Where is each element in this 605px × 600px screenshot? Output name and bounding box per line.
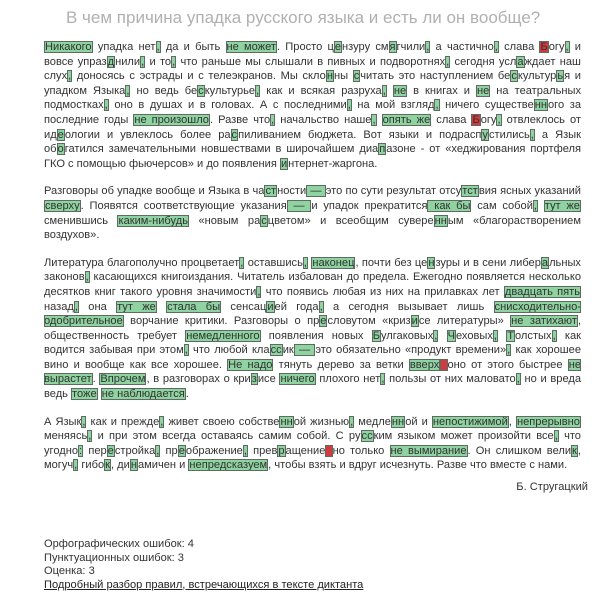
text-fragment: сменившись	[44, 214, 118, 227]
text-fragment: нзуру см	[342, 41, 389, 53]
text-fragment: слава	[431, 113, 472, 126]
text-fragment: что появись любая из них на прилавках лет	[261, 285, 504, 298]
correct-mark: ,	[381, 373, 385, 386]
text-fragment: .	[185, 388, 189, 401]
correct-mark: не	[393, 84, 407, 97]
correct-mark: не произошло	[134, 113, 209, 126]
correct-mark: сверху	[45, 199, 80, 212]
text-fragment: олстых	[515, 329, 552, 342]
text-fragment: ди	[114, 459, 130, 472]
text-fragment: как и прежде	[86, 415, 160, 428]
text-fragment: и при этом всегда оставаясь самим собой. С ру	[92, 430, 361, 443]
correct-mark: Впрочем	[100, 373, 146, 386]
correct-mark: о	[57, 143, 64, 156]
text-fragment: в разговорах о кри	[149, 373, 251, 386]
correct-mark: ,	[68, 70, 72, 83]
text-fragment: стились	[488, 128, 530, 141]
text-fragment: оно в душах и в головах. А с последними	[108, 99, 347, 112]
correct-mark: опять же	[382, 113, 431, 126]
text-fragment: как и всякая разруха	[260, 84, 382, 97]
text-fragment: ,	[577, 315, 582, 328]
text-fragment: ологии и увлеклось более ра	[64, 128, 231, 141]
text-fragment: что любой кла	[188, 344, 270, 357]
correct-mark: наконец	[312, 256, 355, 269]
paragraph-1	[44, 40, 581, 171]
text-fragment: почти без це	[358, 256, 428, 269]
text-fragment	[377, 114, 382, 126]
text-fragment: . Разве что	[209, 113, 271, 126]
text-fragment: . Появятся соответствующие указания	[80, 199, 287, 212]
correct-mark: ,	[554, 430, 558, 443]
correct-mark: ,	[74, 300, 78, 313]
text-fragment: ждает наш слух	[44, 55, 581, 83]
correct-mark: не наблюдается	[101, 388, 185, 401]
text-fragment: оставшись	[244, 256, 303, 269]
text-fragment: ,	[508, 415, 512, 428]
correct-mark: е	[57, 128, 64, 141]
paragraph-4	[44, 415, 581, 473]
correct-mark: р	[278, 444, 285, 457]
correct-mark: ,	[434, 329, 438, 342]
text-fragment: ,	[146, 373, 150, 386]
correct-mark: ,	[160, 415, 164, 428]
correct-mark: к	[572, 444, 577, 457]
text-fragment: словутом «криз	[327, 315, 411, 328]
correct-mark: нн	[434, 214, 447, 227]
correct-mark: стала бы	[167, 300, 221, 313]
correct-mark: тоже	[72, 388, 97, 401]
text-fragment: медле	[354, 415, 391, 428]
correct-mark: е	[178, 444, 185, 457]
text-fragment: Разговоры об упадке вообще и Языка в ча	[44, 185, 265, 198]
text-fragment: гибо	[78, 459, 105, 472]
correct-mark: а	[517, 55, 524, 68]
text-fragment: но и вреда ведь	[44, 373, 582, 401]
text-fragment: она	[79, 300, 117, 313]
text-fragment: меняясь	[44, 430, 88, 443]
text-fragment: начальство наше	[275, 113, 372, 126]
correct-mark: тст	[462, 185, 478, 198]
text-fragment	[498, 330, 506, 342]
correct-mark: а	[541, 256, 549, 269]
page-title: В чем причина упадка русского языка и есть ли он вообще?	[66, 8, 541, 27]
correct-mark: ,	[156, 41, 160, 53]
rules-breakdown-link[interactable]: Подробный разбор правил, встречающихся в тексте диктанта	[44, 578, 364, 591]
results-summary	[44, 538, 363, 592]
text-fragment: что угодно	[44, 430, 581, 457]
correct-mark: ,	[565, 41, 569, 53]
text-fragment: а частично	[430, 41, 494, 53]
correct-mark: н	[326, 70, 333, 83]
text-fragment: ,	[268, 459, 272, 472]
correct-mark: у	[482, 128, 488, 141]
text-fragment: это обязательно «продукт времени»	[315, 344, 507, 357]
text-fragment: ворчание критики. Разговоры о пр	[123, 315, 320, 328]
text-fragment: ности	[277, 185, 307, 198]
text-fragment: могуч	[44, 459, 74, 472]
punctuation-errors-count: Пунктуационных ошибок: 3	[44, 551, 184, 564]
text-fragment: тянуть дерево за ветки	[273, 358, 409, 371]
text-fragment: ащение	[285, 444, 326, 457]
correct-mark: н	[130, 459, 137, 472]
correct-mark: нн	[534, 99, 548, 112]
text-fragment: прев	[247, 444, 278, 457]
text-fragment: назад	[44, 300, 74, 313]
text-fragment: на театральных подмостках	[44, 84, 581, 112]
text-fragment: ,	[110, 459, 115, 472]
text-fragment: исе	[257, 373, 280, 386]
text-fragment: на мой взгляд	[351, 99, 435, 112]
text-fragment: как хорошее вино и вообще как все хорошее.	[44, 344, 581, 371]
error-mark: Б	[540, 41, 548, 53]
text-fragment: ой жизнью	[293, 415, 350, 428]
correct-mark: ,	[372, 113, 376, 126]
correct-mark: —	[294, 344, 315, 357]
text-fragment: ей года	[274, 300, 319, 313]
correct-mark: и	[411, 315, 418, 328]
text-fragment: а сегодня вызывает лишь	[323, 300, 494, 313]
author-signature: Б. Стругацкий	[516, 481, 588, 493]
text-fragment: и вовсе упраз	[44, 41, 582, 68]
correct-mark: снисходительно-одобрительное	[44, 300, 581, 328]
correct-mark: ,	[493, 329, 498, 342]
correct-mark: двадцать пять	[504, 285, 580, 298]
text-fragment: чтобы взять и вдруг исчезнуть. Разве что вместе с нами.	[271, 459, 568, 472]
correct-mark: е	[107, 444, 114, 457]
text-fragment: плохого нет	[315, 373, 381, 386]
correct-mark: з	[251, 373, 257, 386]
text-fragment: пр	[160, 444, 178, 457]
correct-mark: ,	[74, 459, 78, 472]
correct-mark: Ч	[447, 329, 455, 342]
correct-mark: с	[353, 70, 360, 83]
correct-mark: ,	[85, 271, 89, 284]
correct-mark: :	[79, 444, 83, 457]
correct-mark: ,	[516, 373, 520, 386]
correct-mark: и	[267, 300, 274, 313]
text-fragment: но ведь бе	[130, 84, 198, 97]
correct-mark: н	[428, 256, 435, 269]
correct-mark: ,	[257, 285, 261, 298]
correct-mark: ,	[271, 113, 275, 126]
error-mark	[440, 359, 447, 371]
correct-mark: непрерывно	[516, 415, 580, 428]
correct-mark: с	[231, 128, 238, 141]
correct-mark: ,	[507, 344, 511, 357]
text-fragment: нили	[115, 55, 141, 68]
text-fragment: пер	[83, 444, 107, 457]
text-fragment: что раньше мы слышали в пивных и подворотнях	[176, 55, 446, 68]
correct-mark: нн	[391, 415, 405, 428]
correct-mark: п	[379, 143, 386, 156]
correct-mark: каким-нибудь	[118, 214, 188, 227]
text-fragment: ,	[355, 256, 359, 269]
text-fragment: огу	[548, 41, 565, 53]
correct-mark: ,	[347, 99, 351, 112]
text-fragment: се литературы»	[418, 315, 511, 328]
text-fragment: упадка нет	[92, 41, 156, 53]
text-fragment: да и быть	[160, 41, 226, 53]
text-fragment	[538, 200, 544, 212]
correct-mark: ь	[557, 70, 564, 83]
text-fragment: нтернет-жаргона.	[288, 157, 378, 170]
correct-mark: тут же	[544, 199, 580, 212]
text-fragment: ничего существе	[439, 99, 534, 112]
dictation-text	[44, 40, 581, 486]
text-fragment: вия ясных указаний	[478, 185, 581, 198]
correct-mark: не затихают	[511, 315, 577, 328]
correct-mark: с	[261, 214, 267, 227]
text-fragment: культурье	[204, 84, 256, 97]
correct-mark: не вымирание	[390, 444, 467, 457]
correct-mark: —	[307, 185, 325, 198]
text-fragment: .	[92, 373, 100, 386]
text-fragment: «новым ра	[188, 214, 261, 227]
correct-mark: ,	[141, 55, 145, 68]
correct-mark: вверх	[409, 358, 440, 371]
paragraph-3	[44, 256, 581, 402]
correct-mark: сс	[270, 344, 282, 357]
correct-mark: Не надо	[228, 358, 273, 371]
correct-mark: е	[334, 41, 342, 53]
correct-mark: не может	[226, 41, 276, 53]
correct-mark: нн	[280, 415, 293, 428]
text-fragment: Литература благополучно процветает	[44, 256, 240, 269]
correct-mark: ,	[303, 256, 307, 269]
text-fragment: льных законов	[44, 256, 581, 284]
text-fragment: ым «благорастворением воздухов».	[44, 214, 581, 242]
text-fragment	[157, 301, 166, 313]
correct-mark: тут же	[117, 300, 156, 313]
correct-mark: непредсказуем	[189, 459, 268, 472]
correct-mark: ,	[382, 84, 386, 97]
correct-mark: ,	[126, 84, 130, 97]
correct-mark: ст	[265, 185, 277, 198]
text-fragment: и то	[145, 55, 172, 68]
text-fragment: огу	[480, 113, 497, 126]
correct-mark: ,	[435, 99, 439, 112]
text-fragment	[438, 330, 446, 342]
text-fragment: ображение	[185, 444, 243, 457]
spelling-errors-count: Орфографических ошибок: 4	[44, 538, 194, 550]
correct-mark: с	[511, 70, 517, 83]
correct-mark: к	[105, 459, 110, 472]
text-fragment: сегодня усл	[450, 55, 517, 68]
correct-mark: ,	[156, 444, 160, 457]
correct-mark: немедленного	[186, 329, 260, 342]
text-fragment: стройка	[114, 444, 156, 457]
correct-mark: ,	[426, 41, 430, 53]
correct-mark: —	[287, 199, 311, 212]
correct-mark: е	[320, 315, 327, 328]
text-fragment: . Просто ц	[277, 41, 334, 53]
text-fragment: слава	[498, 41, 540, 53]
correct-mark: ,	[497, 113, 501, 126]
text-fragment: пользы от них маловато	[385, 373, 516, 386]
correct-mark: ,	[350, 415, 354, 428]
text-fragment: цветом» и всеобщим сувере	[267, 214, 434, 227]
correct-mark: непостижимой	[432, 415, 508, 428]
correct-mark: Б	[372, 329, 380, 342]
text-fragment: но только	[332, 444, 390, 457]
error-mark	[325, 445, 332, 457]
text-fragment: появления новых	[260, 329, 372, 342]
text-fragment: это по сути результат отсу	[325, 185, 462, 198]
error-mark: Б	[472, 113, 480, 126]
text-fragment: в книгах и	[407, 84, 476, 97]
text-fragment: и упадок прекратится	[311, 199, 428, 212]
correct-mark: ,	[240, 256, 244, 269]
correct-mark: ,	[533, 199, 537, 212]
correct-mark: не вырастет	[44, 358, 581, 386]
text-fragment: улгаковых	[380, 329, 434, 342]
text-fragment: гчили	[396, 41, 426, 53]
correct-mark: ,	[104, 99, 108, 112]
correct-mark: ,	[494, 41, 498, 53]
correct-mark: ,	[530, 128, 534, 141]
text-fragment: гатился замечательными новшествами в широчайшем диа	[64, 143, 379, 156]
correct-mark: ,	[446, 55, 450, 68]
text-fragment: сам собой	[471, 199, 533, 212]
text-fragment: ким языком может произойти все	[373, 430, 554, 443]
text-fragment: азоне - от «хеджирования портфеля ГКО с помощью фьючерсов» и до появления	[44, 143, 581, 170]
correct-mark: ,	[172, 55, 176, 68]
correct-mark: как бы	[428, 199, 471, 212]
correct-mark: ,	[82, 415, 86, 428]
text-fragment: я и упадком Языка	[44, 70, 581, 97]
text-fragment	[387, 85, 393, 97]
correct-mark: сс	[361, 430, 373, 443]
text-fragment: общественность требует	[44, 329, 186, 342]
text-fragment: . Он слишком вели	[467, 444, 572, 457]
correct-mark: ничего	[280, 373, 315, 386]
text-fragment: живет своею собстве	[164, 415, 280, 428]
text-fragment: отвлеклось от ид	[44, 113, 581, 141]
correct-mark: ,	[552, 329, 556, 342]
correct-mark: ,	[319, 300, 323, 313]
correct-mark: Никакого	[45, 41, 92, 53]
text-fragment: как водится забывая при этом	[44, 329, 581, 357]
text-fragment: А Язык	[44, 415, 82, 428]
text-fragment: сенсац	[221, 300, 267, 313]
text-fragment: еховых	[455, 329, 493, 342]
correct-mark: с	[198, 84, 204, 97]
text-fragment: пиливанием бюджета. Вот языки и подрасп	[238, 128, 482, 141]
text-fragment: ого за последние годы	[44, 99, 581, 126]
text-fragment: культур	[517, 70, 557, 83]
correct-mark: не	[476, 84, 490, 97]
grade: Оценка: 3	[44, 565, 95, 577]
correct-mark: я	[389, 41, 396, 53]
text-fragment: зуры и в сени либер	[435, 256, 541, 269]
correct-mark: д	[107, 55, 115, 68]
text-fragment: читать это наступлением бе	[360, 70, 511, 83]
text-fragment: оно от этого быстрее	[447, 358, 568, 371]
text-fragment: амичен и	[137, 459, 189, 472]
paragraph-2	[44, 184, 581, 242]
text-fragment: ой и	[405, 415, 432, 428]
correct-mark: ,	[256, 84, 260, 97]
text-fragment: ик	[282, 344, 294, 357]
correct-mark: ,	[184, 344, 188, 357]
text-fragment: касающихся книгоиздания. Читатель избалован до предела. Ежегодно появляется несколько десятков книг такого уровня значимости	[44, 271, 581, 298]
text-fragment: доносясь с эстрады и с телеэкранов. Мы скло	[72, 70, 326, 83]
correct-mark: и	[280, 157, 288, 170]
text-fragment: ны	[333, 70, 353, 83]
correct-mark: ,	[243, 444, 247, 457]
text-fragment: а Язык об	[44, 128, 581, 156]
correct-mark: ,	[88, 430, 92, 443]
correct-mark: Т	[507, 329, 514, 342]
text-fragment: ,	[577, 444, 581, 457]
